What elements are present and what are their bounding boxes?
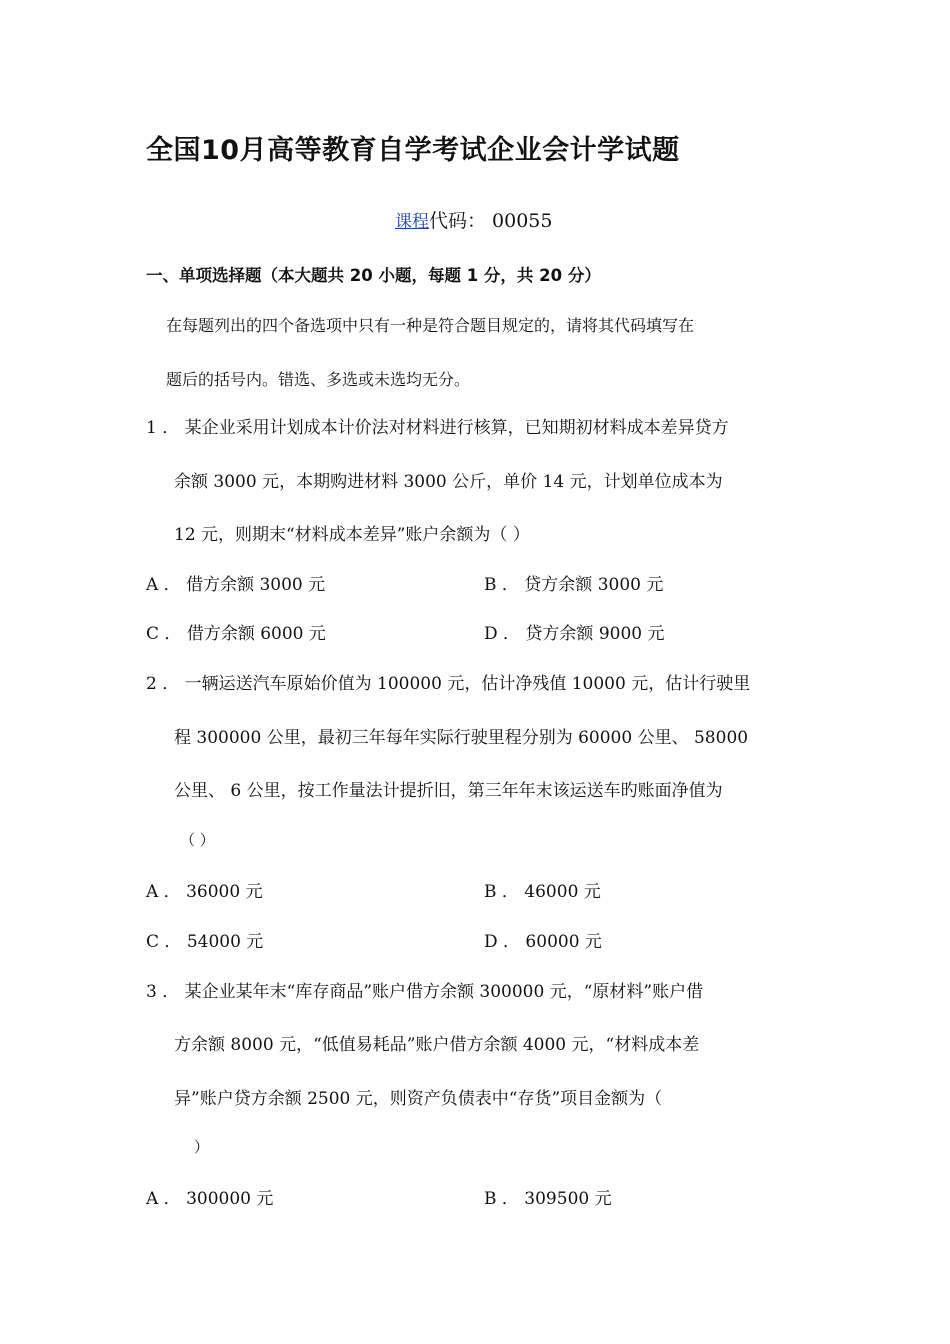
question-2-line: 公里、 6 公里，按工作量法计提折旧，第三年年末该运送车旳账面净值为 [174,781,723,801]
question-2-option-a: A ． 36000 元 [146,882,263,902]
question-3-option-b: B ． 309500 元 [484,1189,612,1209]
question-2-line: 2 ． 一辆运送汽车原始价值为 100000 元，估计净残值 10000 元，估计行驶里 [146,674,751,694]
question-2-option-c: C ． 54000 元 [146,932,264,952]
question-1-option-a: A ． 借方余额 3000 元 [146,575,326,595]
question-1-line: 余额 3000 元，本期购进材料 3000 公斤，单价 14 元，计划单位成本为 [174,472,723,492]
question-3-line: ） [194,1138,210,1156]
question-2-option-d: D ． 60000 元 [484,932,602,952]
question-3-line: 异”账户贷方余额 2500 元，则资产负债表中“存货”项目金额为（ [174,1089,663,1109]
question-1-option-b: B ． 贷方余额 3000 元 [484,575,664,595]
question-2-option-b: B ． 46000 元 [484,882,601,902]
question-3-line: 3 ． 某企业某年末“库存商品”账户借方余额 300000 元，“原材料”账户借 [146,982,704,1002]
course-code [395,206,552,233]
course-code-link[interactable]: 课程 [395,212,429,232]
question-3-line: 方余额 8000 元，“低值易耗品”账户借方余额 4000 元，“材料成本差 [174,1035,700,1055]
page-title: 全国10月高等教育自学考试企业会计学试题 [146,135,680,166]
section-heading: 一、单项选择题（本大题共 20 小题，每题 1 分，共 20 分） [146,266,601,285]
question-1-line: 1 ． 某企业采用计划成本计价法对材料进行核算，已知期初材料成本差异贷方 [146,418,729,438]
instruction-line: 在每题列出的四个备选项中只有一种是符合题目规定的，请将其代码填写在 [166,316,695,335]
question-1-line: 12 元，则期末“材料成本差异”账户余额为（ ） [174,525,530,545]
question-2-line: （ ） [180,831,215,849]
question-1-option-d: D ． 贷方余额 9000 元 [484,624,665,644]
course-code-value: 代码： 00055 [429,210,553,232]
instruction-line: 题后的括号内。错选、多选或未选均无分。 [166,370,471,389]
question-1-option-c: C ． 借方余额 6000 元 [146,624,326,644]
question-3-option-a: A ． 300000 元 [146,1189,274,1209]
question-2-line: 程 300000 公里，最初三年每年实际行驶里程分别为 60000 公里、 58000 [174,728,749,748]
